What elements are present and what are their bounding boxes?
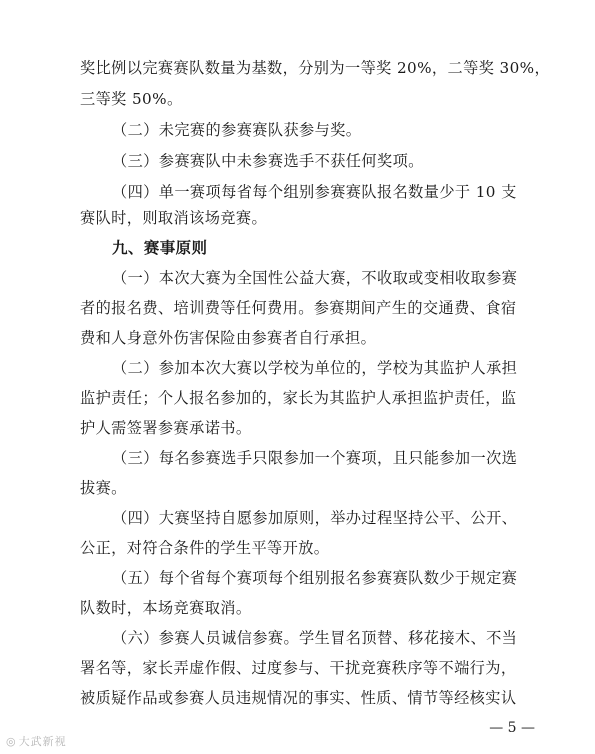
- text-line: （一）本次大赛为全国性公益大赛，不收取或变相收取参赛: [112, 269, 518, 287]
- text-line: 队数时，本场竞赛取消。: [80, 599, 252, 617]
- text-line: （二）未完赛的参赛赛队获参与奖。: [112, 121, 362, 139]
- text-line: （三）每名参赛选手只限参加一个赛项，且只能参加一次选: [112, 449, 518, 467]
- text-line: 赛队时，则取消该场竞赛。: [80, 209, 268, 227]
- text-line: 者的报名费、培训费等任何费用。参赛期间产生的交通费、食宿: [80, 299, 517, 317]
- text-line: （四）大赛坚持自愿参加原则，举办过程坚持公平、公开、: [112, 509, 518, 527]
- text-line: 三等奖 50%。: [80, 90, 183, 108]
- text-line: 拔赛。: [80, 479, 127, 497]
- section-heading: 九、赛事原则: [112, 239, 208, 257]
- text-line: 署名等，家长弄虚作假、过度参与、干扰竞赛秩序等不端行为，: [80, 659, 517, 677]
- weibo-icon: ◎: [6, 735, 17, 748]
- text-line: （三）参赛赛队中未参赛选手不获任何奖项。: [112, 152, 424, 170]
- text-line: （五）每个省每个赛项每个组别报名参赛赛队数少于规定赛: [112, 569, 518, 587]
- text-line: （四）单一赛项每省每个组别参赛赛队报名数量少于 10 支: [112, 183, 517, 201]
- text-line: 护人需签署参赛承诺书。: [80, 419, 252, 437]
- text-line: （六）参赛人员诚信参赛。学生冒名顶替、移花接木、不当: [112, 629, 518, 647]
- text-line: 公正，对符合条件的学生平等开放。: [80, 539, 330, 557]
- text-line: 监护责任；个人报名参加的，家长为其监护人承担监护责任，监: [80, 389, 517, 407]
- page-number: — 5 —: [489, 720, 535, 736]
- text-line: 被质疑作品或参赛人员违规情况的事实、性质、情节等经核实认: [80, 689, 517, 707]
- text-line: 费和人身意外伤害保险由参赛者自行承担。: [80, 329, 377, 347]
- watermark-text: 大武新视: [18, 735, 67, 748]
- watermark: [6, 733, 67, 749]
- text-line: 奖比例以完赛赛队数量为基数，分别为一等奖 20%，二等奖 30%，: [80, 59, 551, 77]
- text-line: （二）参加本次大赛以学校为单位的，学校为其监护人承担: [112, 359, 518, 377]
